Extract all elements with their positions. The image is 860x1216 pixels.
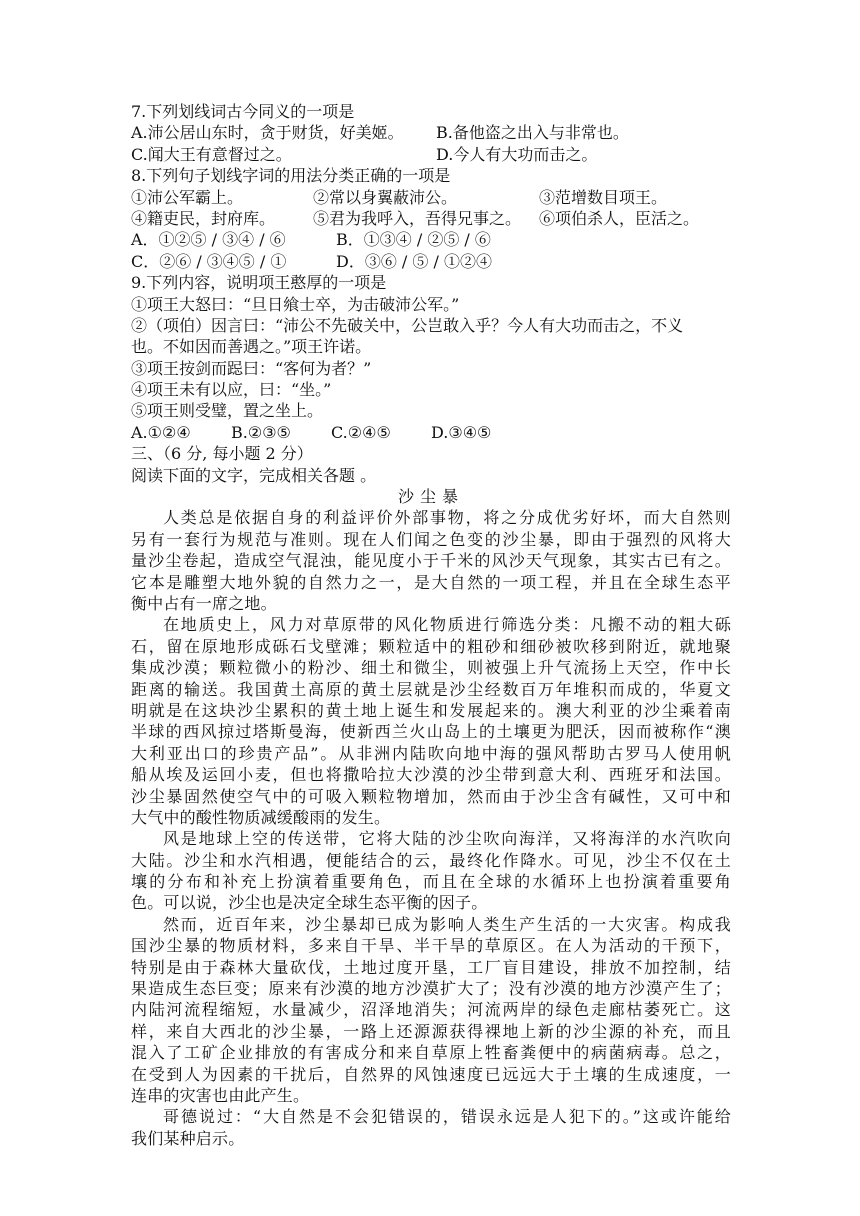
passage-line: 果造成生态巨变；原来有沙漠的地方沙漠扩大了；没有沙漠的地方沙漠产生了； — [131, 979, 731, 999]
q9-option-b: B.②③⑤ — [231, 422, 291, 442]
q7-option-b: B.备他盗之出入与非常也。 — [436, 123, 629, 143]
passage-paragraph-3 — [131, 828, 731, 914]
passage-line: 另有一套行为规范与准则。现在人们闻之色变的沙尘暴，即由于强烈的风将大 — [131, 529, 731, 549]
q9-options — [131, 422, 731, 443]
q7-option-a: A.沛公居山东时，贪于财货，好美姬。 — [131, 123, 404, 143]
q8-sentence-5: ⑤君为我呼入，吾得兄事之。 — [313, 208, 522, 228]
q9-sentence-2a: ②（项伯）因言曰：“沛公不先破关中，公岂敢入乎？今人有大功而击之，不义 — [131, 315, 684, 335]
passage-paragraph-1 — [131, 507, 731, 614]
passage-line: 然而，近百年来，沙尘暴却已成为影响人类生产生活的一大灾害。构成我 — [163, 914, 731, 934]
passage-title: 沙尘暴 — [397, 487, 464, 507]
q9-stem: 9.下列内容，说明项王憨厚的一项是 — [131, 273, 387, 293]
passage-line: 大利亚出口的珍贵产品”。从非洲内陆吹向地中海的强风帮助古罗马人使用帆 — [131, 743, 731, 763]
passage-line: 石，留在原地形成砾石戈壁滩；颗粒适中的粗砂和细砂被吹移到附近，就地聚 — [131, 636, 731, 656]
section-heading: 三、（6 分, 每小题 2 分） — [131, 444, 313, 464]
passage-paragraph-5 — [131, 1106, 731, 1149]
q7-options-row1 — [131, 122, 731, 143]
passage-line: 我们某种启示。 — [131, 1128, 245, 1148]
passage-line: 集成沙漠；颗粒微小的粉沙、细土和微尘，则被强上升气流扬上天空，作中长 — [131, 658, 731, 678]
passage-line: 明就是在这块沙尘累积的黄土地上诞生和发展起来的。澳大利亚的沙尘乘着南 — [131, 700, 731, 720]
q8-option-d: D．③⑥ / ⑤ / ①②④ — [336, 251, 492, 271]
passage-line: 国沙尘暴的物质材料，多来自干旱、半干旱的草原区。在人为活动的干预下， — [131, 936, 731, 956]
passage-paragraph-4 — [131, 914, 731, 1107]
q7-stem: 7.下列划线词古今同义的一项是 — [131, 102, 355, 121]
passage-line: 连串的灾害也由此产生。 — [131, 1085, 310, 1105]
q8-options-row2 — [131, 251, 731, 272]
passage-line: 混入了工矿企业排放的有害成分和来自草原上牲畜粪便中的病菌病毒。总之， — [131, 1043, 731, 1063]
passage-line: 沙尘暴固然使空气中的可吸入颗粒物增加，然而由于沙尘含有碱性，又可中和 — [131, 786, 731, 806]
q7-options-row2 — [131, 144, 731, 165]
passage-line: 距离的输送。我国黄土高原的黄土层就是沙尘经数百万年堆积而成的，华夏文 — [131, 679, 731, 699]
q8-sentences-row1 — [131, 187, 731, 208]
passage-line: 样，来自大西北的沙尘暴，一路上还源源获得裸地上新的沙尘源的补充，而且 — [131, 1021, 731, 1041]
q9-option-c: C.②④⑤ — [331, 422, 391, 442]
passage-line: 内陆河流程缩短，水量减少，沼泽地消失；河流两岸的绿色走廊枯萎死亡。这 — [131, 1000, 731, 1020]
q8-stem: 8.下列句子划线字词的用法分类正确的一项是 — [131, 166, 451, 186]
q9-sentence-4: ④项王未有以应，曰：“坐。” — [131, 380, 332, 400]
q8-option-c: C．②⑥ / ③④⑤ / ① — [131, 251, 287, 271]
passage-line: 半球的西风掠过塔斯曼海，使新西兰火山岛上的土壤更为肥沃，因而被称作“澳 — [131, 722, 731, 742]
exam-page — [131, 101, 731, 1149]
passage-line: 它本是雕塑大地外貌的自然力之一，是大自然的一项工程，并且在全球生态平 — [131, 572, 731, 592]
q8-option-a: A．①②⑤ / ③④ / ⑥ — [131, 230, 286, 250]
q9-sentence-1: ①项王大怒曰：“旦日飨士卒，为击破沛公军。” — [131, 294, 460, 314]
passage-line: 大气中的酸性物质减缓酸雨的发生。 — [131, 807, 391, 827]
q9-sentence-5: ⑤项王则受璧，置之坐上。 — [131, 401, 324, 421]
passage-line: 量沙尘卷起，造成空气混浊，能见度小于千米的风沙天气现象，其实古已有之。 — [131, 551, 731, 571]
q9-option-d: D.③④⑤ — [431, 422, 492, 442]
q8-sentence-6: ⑥项伯杀人，臣活之。 — [539, 208, 700, 228]
passage-line: 在受到人为因素的干扰后，自然界的风蚀速度已远远大于土壤的生成速度，一 — [131, 1064, 731, 1084]
q8-sentence-2: ②常以身翼蔽沛公。 — [313, 187, 458, 207]
q7-option-c: C.闻大王有意督过之。 — [131, 144, 292, 164]
passage-paragraph-2 — [131, 614, 731, 828]
passage-line: 风是地球上空的传送带，它将大陆的沙尘吹向海洋，又将海洋的水汽吹向 — [163, 829, 731, 849]
reading-instruction: 阅读下面的文字，完成相关各题 。 — [131, 465, 377, 485]
q9-option-a: A.①②④ — [131, 422, 191, 442]
passage-line: 哥德说过：“大自然是不会犯错误的，错误永远是人犯下的。”这或许能给 — [163, 1107, 731, 1127]
q8-options-row1 — [131, 229, 731, 250]
q8-sentence-1: ①沛公军霸上。 — [131, 187, 244, 207]
q8-sentence-4: ④籍吏民，封府库。 — [131, 208, 276, 228]
passage-line: 特别是由于森林大量砍伐，土地过度开垦，工厂盲目建设，排放不加控制，结 — [131, 957, 731, 977]
q9-sentence-2b: 也。不如因而善遇之。”项王许诺。 — [131, 337, 372, 357]
passage-line: 色。可以说，沙尘也是决定全球生态平衡的因子。 — [131, 893, 488, 913]
passage-line: 大陆。沙尘和水汽相遇，便能结合的云，最终化作降水。可见，沙尘不仅在土 — [131, 850, 731, 870]
passage-line: 衡中占有一席之地。 — [131, 593, 277, 613]
passage-line: 船从埃及运回小麦，但也将撒哈拉大沙漠的沙尘带到意大利、西班牙和法国。 — [131, 765, 731, 785]
q9-sentence-3: ③项王按剑而跽曰：“客何为者？” — [131, 358, 372, 378]
q8-sentences-row2 — [131, 208, 731, 229]
passage-line: 壤的分布和补充上扮演着重要角色，而且在全球的水循环上也扮演着重要角 — [131, 872, 731, 892]
q7-option-d: D.今人有大功而击之。 — [436, 144, 598, 164]
passage — [131, 507, 731, 1149]
q8-option-b: B．①③④ / ②⑤ / ⑥ — [336, 230, 491, 250]
q8-sentence-3: ③范增数目项王。 — [539, 187, 668, 207]
passage-line: 在地质史上，风力对草原带的风化物质进行筛选分类：凡搬不动的粗大砾 — [163, 615, 731, 635]
passage-line: 人类总是依据自身的利益评价外部事物，将之分成优劣好坏，而大自然则 — [163, 508, 731, 528]
